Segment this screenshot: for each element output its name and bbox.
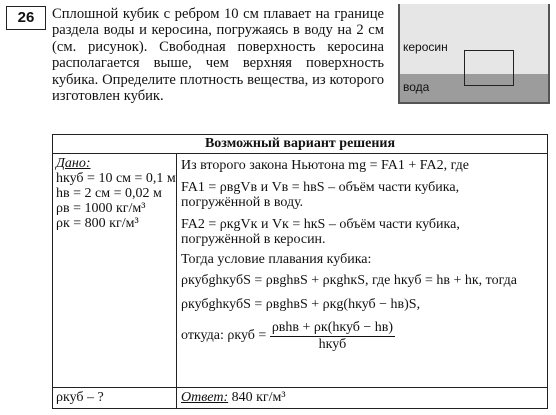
result-formula bbox=[181, 320, 543, 352]
given-item: ρв = 1000 кг/м³ bbox=[56, 201, 146, 216]
solution-line: Из второго закона Ньютона mg = FA1 + FA2, где bbox=[181, 158, 469, 173]
given-panel bbox=[52, 154, 177, 388]
vessel-floor bbox=[398, 102, 550, 104]
given-item: hкуб = 10 см = 0,1 м bbox=[56, 171, 176, 186]
result-prefix: откуда: ρкуб = bbox=[181, 328, 267, 344]
answer-cell bbox=[176, 387, 548, 409]
vessel-figure bbox=[398, 4, 550, 104]
answer-label: Ответ: bbox=[181, 390, 229, 405]
vessel-wall-right bbox=[548, 4, 550, 104]
solution-line: FA1 = ρвgVв и Vв = hвS – объём части кубика, bbox=[181, 179, 460, 195]
solution-panel bbox=[176, 154, 548, 388]
solution-line: Тогда условие плавания кубика: bbox=[181, 251, 372, 267]
find-cell: ρкуб – ? bbox=[52, 387, 177, 409]
solution-title: Возможный вариант решения bbox=[52, 134, 548, 154]
kerosene-label: керосин bbox=[403, 40, 448, 54]
problem-text: Сплошной кубик с ребром 10 см плавает на границе раздела воды и керосина, погружаясь в воду на 2 см (см. рисунок). Свободная поверхность керосина располагается выше, чем верхняя поверхность кубика. Определите плотность вещества, из которого изготовлен кубик. bbox=[52, 6, 384, 105]
vessel-wall-left bbox=[398, 4, 400, 104]
solution-line: ρкубghкубS = ρвghвS + ρкg(hкуб − hв)S, bbox=[181, 296, 421, 312]
cube bbox=[464, 50, 514, 86]
water-label: вода bbox=[403, 80, 430, 94]
task-number: 26 bbox=[6, 6, 46, 30]
given-item: hв = 2 см = 0,02 м bbox=[56, 186, 162, 201]
solution-line: FA2 = ρкgVк и Vк = hкS – объём части кубика, bbox=[181, 216, 460, 232]
result-denominator: hкуб bbox=[318, 336, 347, 352]
given-item: ρк = 800 кг/м³ bbox=[56, 216, 139, 231]
result-numerator: ρвhв + ρк(hкуб − hв) bbox=[271, 320, 394, 335]
solution-line: погружённой в керосин. bbox=[181, 232, 326, 247]
given-label: Дано: bbox=[56, 156, 91, 171]
solution-line: ρкубghкубS = ρвghвS + ρкghкS, где hкуб = hв + hк, тогда bbox=[181, 273, 517, 288]
answer-value: 840 кг/м³ bbox=[231, 390, 286, 405]
solution-line: погружённой в воду. bbox=[181, 195, 304, 210]
result-fraction bbox=[270, 320, 395, 352]
